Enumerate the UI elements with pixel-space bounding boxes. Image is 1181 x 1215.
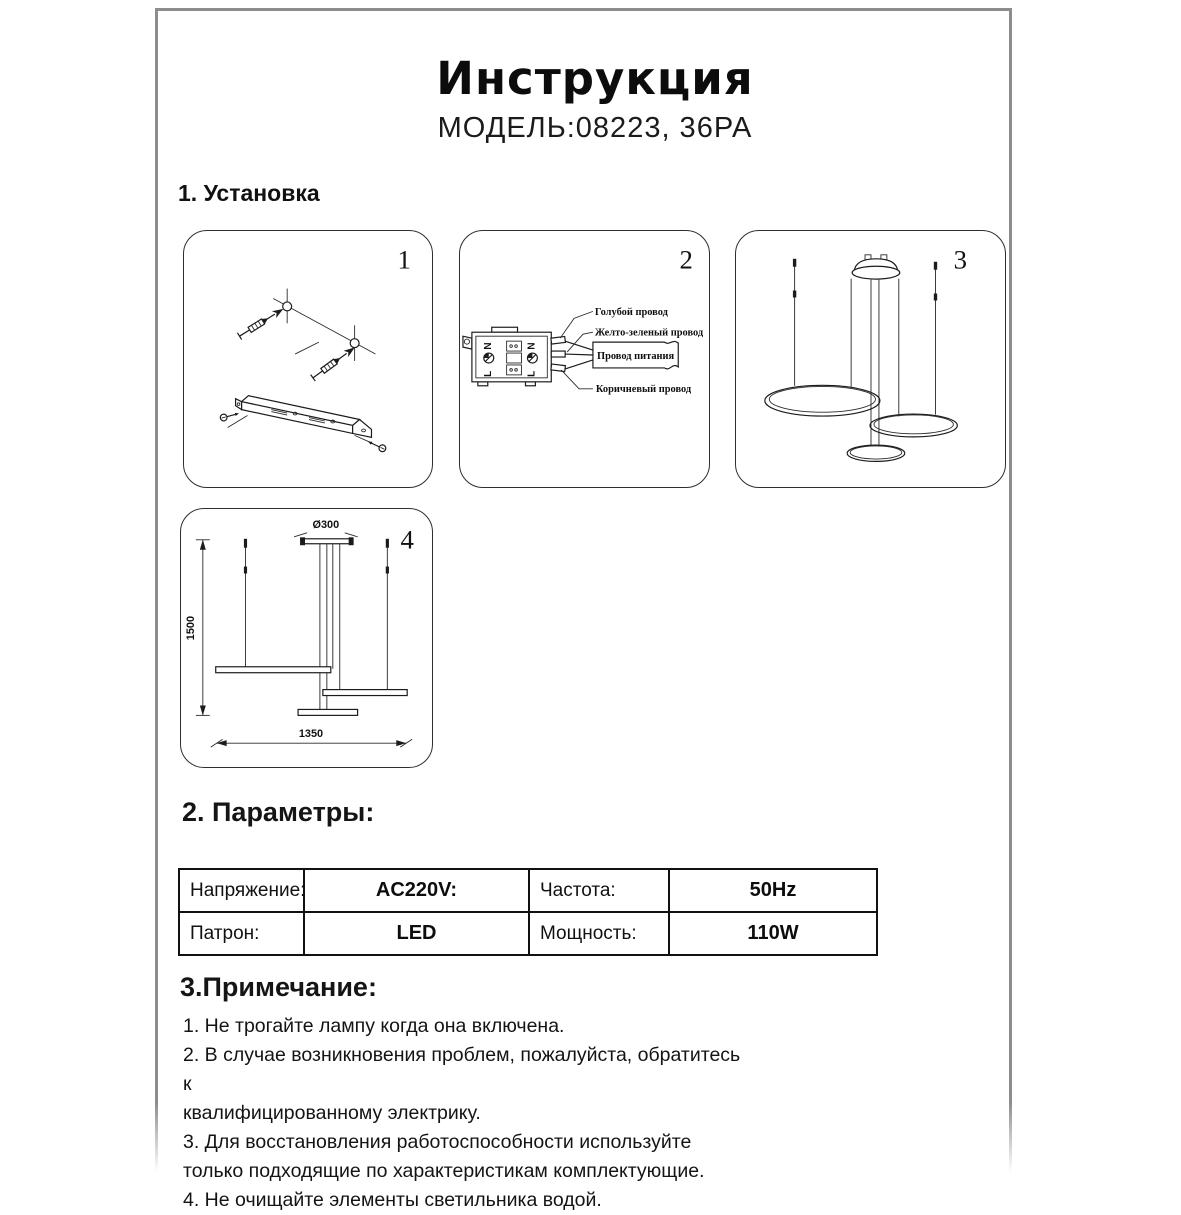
installation-step-4-panel	[180, 508, 433, 768]
small-screw-icon	[367, 439, 387, 453]
table-row	[179, 869, 877, 912]
terminal-l-label: L	[526, 370, 538, 377]
note-line: 2. В случае возникновения проблем, пожалуйста, обратитесь к	[183, 1044, 741, 1095]
chandelier-diagram	[736, 231, 1005, 487]
anchor-screw-icon	[311, 344, 357, 381]
blue-wire-label: Голубой провод	[594, 306, 668, 318]
anchor-screw-icon	[237, 305, 285, 339]
step-number: 2	[679, 244, 693, 275]
param-value-frequency: 50Hz	[669, 869, 877, 912]
installation-step-1-panel	[183, 230, 433, 488]
wire-ends-icon	[551, 336, 593, 371]
terminal-l-label: L	[482, 370, 494, 377]
page-border-top	[155, 8, 1012, 11]
diameter-dimension-label: Ø300	[312, 518, 340, 531]
note-line: 3. Для восстановления работоспособности используйте	[183, 1131, 692, 1153]
section-installation-heading: 1. Установка	[178, 180, 320, 206]
param-label-frequency: Частота:	[529, 869, 669, 912]
step-number: 4	[400, 524, 414, 555]
suspension-wires	[793, 259, 937, 447]
terminal-n-label: N	[482, 342, 494, 350]
wiring-diagram	[460, 231, 709, 487]
page-border-left	[155, 8, 158, 1172]
dimensions-diagram	[181, 509, 432, 767]
parameters-table	[178, 868, 878, 956]
note-line: 4. Не очищайте элементы светильника водой.	[183, 1189, 602, 1211]
terminal-block-icon	[463, 327, 551, 386]
param-label-voltage: Напряжение:	[179, 869, 304, 912]
ring-bars-side-view	[216, 667, 407, 716]
page-border-right	[1009, 8, 1012, 1172]
note-line: только подходящие по характеристикам комплектующие.	[183, 1160, 705, 1182]
note-line: квалифицированному электрику.	[183, 1102, 481, 1124]
param-value-voltage: AC220V:	[304, 869, 529, 912]
param-label-socket: Патрон:	[179, 912, 304, 955]
installation-step-2-panel	[459, 230, 710, 488]
suspension-wires	[244, 539, 389, 712]
ceiling-canopy-icon	[852, 255, 900, 279]
table-row	[179, 912, 877, 955]
mounting-bracket-icon	[220, 396, 387, 453]
width-dimension	[211, 728, 412, 747]
note-line: 1. Не трогайте лампу когда она включена.	[183, 1015, 565, 1037]
notes-list	[183, 1012, 743, 1215]
param-value-socket: LED	[304, 912, 529, 955]
step-number: 3	[953, 244, 967, 275]
section-notes-heading: 3.Примечание:	[180, 972, 377, 1002]
height-dimension	[185, 540, 210, 716]
section-parameters-heading: 2. Параметры:	[182, 797, 375, 827]
installation-step-3-panel	[735, 230, 1006, 488]
mounting-bracket-diagram	[184, 231, 432, 487]
power-cord-label: Провод питания	[596, 351, 675, 362]
param-value-power: 110W	[669, 912, 877, 955]
page-title: Инструкция	[436, 52, 754, 105]
param-label-power: Мощность:	[529, 912, 669, 955]
small-screw-icon	[220, 410, 240, 421]
yellow-green-wire-label: Желто-зеленый провод	[594, 327, 704, 339]
height-dimension-label: 1500	[184, 615, 197, 641]
step-number: 1	[397, 244, 411, 275]
light-rings	[765, 385, 957, 461]
model-line: МОДЕЛЬ:08223, 36PA	[437, 112, 753, 144]
terminal-n-label: N	[526, 342, 538, 350]
width-dimension-label: 1350	[298, 728, 324, 741]
brown-wire-label: Коричневый провод	[595, 384, 692, 396]
